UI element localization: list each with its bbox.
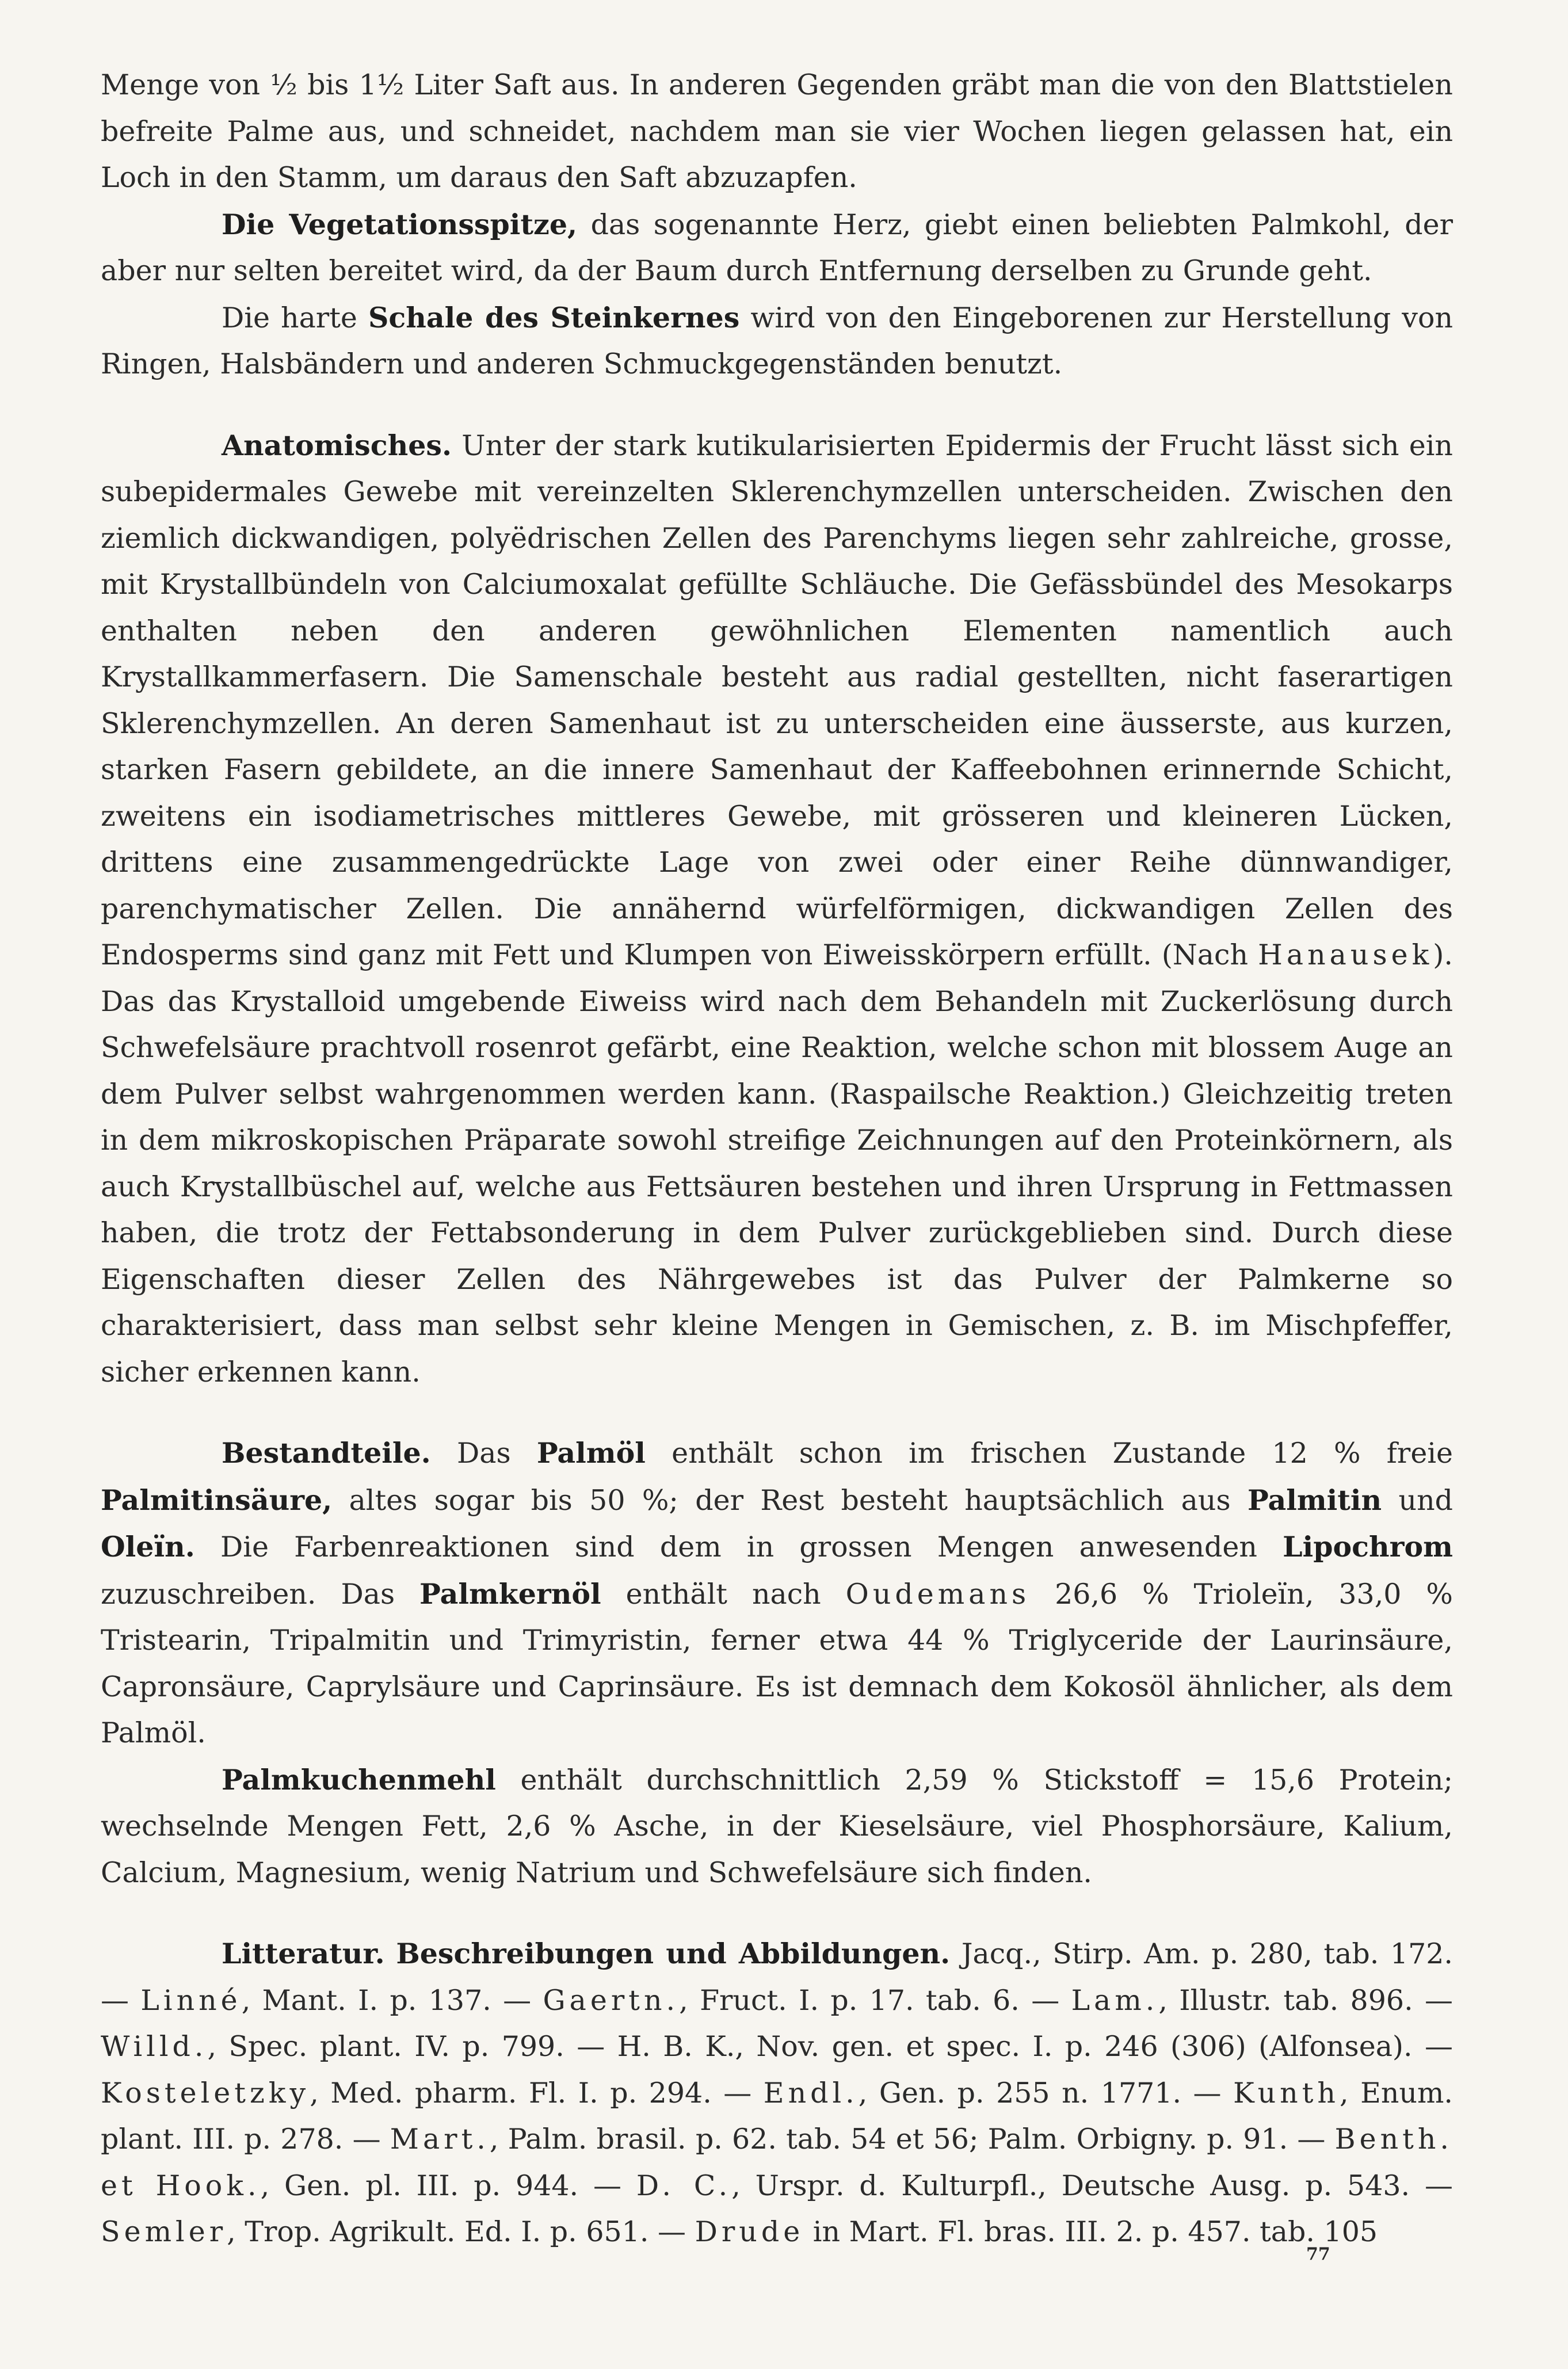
- author-name: Endl.: [763, 2076, 859, 2109]
- text: , Palm. brasil. p. 62. tab. 54 et 56; Palm. Orbigny. p. 91. —: [489, 2123, 1335, 2156]
- text: und: [1382, 1483, 1453, 1517]
- author-name: Lam.: [1071, 1983, 1159, 2017]
- bold-term: Palmkernöl: [419, 1577, 601, 1611]
- text: Menge von ½ bis 1½ Liter Saft aus. In anderen Gegenden gräbt man die von den Blattstielen befreite Palme aus, und schneidet, nachdem man sie vier Wochen liegen gelassen hat, ein Loch in den Stamm, um daraus den Saft abzuzapfen.: [101, 68, 1453, 194]
- section-heading: Litteratur.: [222, 1937, 385, 1970]
- author-name: Oudemans: [845, 1577, 1031, 1611]
- section-litteratur: [101, 1931, 1453, 2256]
- text: wird von den Eingeborenen zur Herstellung von Ringen, Halsbändern und anderen Schmuckgegenständen benutzt.: [101, 301, 1453, 380]
- bold-term: Oleïn.: [101, 1530, 195, 1563]
- author-name: D. C.: [636, 2169, 732, 2202]
- bold-term: Die Vegetationsspitze,: [222, 207, 578, 241]
- section-heading: Bestandteile.: [222, 1436, 431, 1470]
- text: zuzuschreiben. Das: [101, 1577, 420, 1611]
- author-name: Kunth: [1233, 2076, 1340, 2109]
- author-name: Kosteletzky: [101, 2076, 310, 2109]
- author-name: Hanausek: [1258, 939, 1433, 971]
- section-bestandteile: [101, 1430, 1453, 1757]
- text: altes sogar bis 50 %; der Rest besteht hauptsächlich aus: [332, 1483, 1247, 1517]
- text: Das: [430, 1437, 537, 1470]
- paragraph-palmkuchenmehl: [101, 1757, 1453, 1897]
- paragraph-palm-sap: [101, 62, 1453, 201]
- section-anatomisches: [101, 422, 1453, 1396]
- text: , Mant. I. p. 137. —: [241, 1983, 543, 2017]
- text: 26,6 % Trioleïn, 33,0 % Tristearin, Tripalmitin und Trimyristin, ferner etwa 44 % Triglyceride der Laurinsäure, Capronsäure, Caprylsäure und Caprinsäure. Es ist demnach dem Kokosöl ähnlicher, als dem Palmöl.: [101, 1577, 1453, 1749]
- text: das sogenannte Herz, giebt einen beliebten Palmkohl, der aber nur selten bereitet wird, da der Baum durch Entfernung derselben zu Grunde geht.: [101, 208, 1453, 287]
- text: , Urspr. d. Kulturpfl., Deutsche Ausg. p. 543. —: [731, 2169, 1453, 2202]
- bold-term: Palmitinsäure,: [101, 1483, 333, 1517]
- text: enthält schon im frischen Zustande 12 % freie: [645, 1437, 1453, 1470]
- section-heading: Anatomisches.: [222, 428, 452, 462]
- paragraph-steinkern: [101, 295, 1453, 388]
- text: , Illustr. tab. 896. —: [1158, 1983, 1453, 2017]
- text: , Fruct. I. p. 17. tab. 6. —: [679, 1983, 1071, 2017]
- text: enthält nach: [601, 1577, 846, 1611]
- text: in Mart. Fl. bras. III. 2. p. 457. tab. 105: [804, 2215, 1378, 2248]
- text: , Gen. pl. III. p. 944. —: [260, 2169, 636, 2202]
- bold-term: Palmkuchenmehl: [222, 1763, 496, 1796]
- bold-term: Schale des Steinkernes: [368, 300, 740, 334]
- text: Die Farbenreaktionen sind dem in grossen Mengen anwesenden: [194, 1531, 1283, 1563]
- text: , Med. pharm. Fl. I. p. 294. —: [310, 2076, 764, 2109]
- author-name: Benth. et Hook.: [101, 2123, 1453, 2202]
- text: , Trop. Agrikult. Ed. I. p. 651. —: [227, 2215, 695, 2248]
- page-number: 77: [1306, 2244, 1330, 2264]
- text: Die harte: [222, 301, 368, 334]
- subheading: Beschreibungen und Abbildungen.: [396, 1937, 951, 1970]
- author-name: Mart.: [390, 2123, 490, 2156]
- bold-term: Palmöl: [536, 1436, 646, 1470]
- paragraph-vegetationsspitze: [101, 201, 1453, 295]
- text: , Spec. plant. IV. p. 799. — H. B. K., Nov. gen. et spec. I. p. 246 (306) (Alfonsea). —: [207, 2030, 1453, 2063]
- author-name: Linné: [140, 1983, 242, 2017]
- text: enthält durchschnittlich 2,59 % Stickstoff = 15,6 Protein; wechselnde Mengen Fett, 2,6 % Asche, in der Kieselsäure, viel Phosphorsäure, Kalium, Calcium, Magnesium, wenig Natrium und Schwefelsäure sich finden.: [101, 1763, 1453, 1889]
- text: , Gen. p. 255 n. 1771. —: [858, 2076, 1234, 2109]
- text: , Enum. plant. III. p. 278. —: [101, 2076, 1453, 2156]
- author-name: Willd.: [101, 2030, 208, 2063]
- author-name: Semler: [101, 2215, 227, 2248]
- text: Unter der stark kutikularisierten Epidermis der Frucht lässt sich ein subepidermales Gewebe mit vereinzelten Sklerenchymzellen unterscheiden. Zwischen den ziemlich dickwandigen, polyëdrischen Zellen des Parenchyms liegen sehr zahlreiche, grosse, mit Krystallbündeln von Calciumoxalat gefüllte Schläuche. Die Gefässbündel des Mesokarps enthalten neben den anderen gewöhnlichen Elementen namentlich auch Krystallkammerfasern. Die Samenschale besteht aus radial gestellten, nicht faserartigen Sklerenchymzellen. An deren Samenhaut ist zu unterscheiden eine äusserste, aus kurzen, starken Fasern gebildete, an die innere Samenhaut der Kaffeebohnen erinnernde Schicht, zweitens ein isodiametrisches mittleres Gewebe, mit grösseren und kleineren Lücken, drittens eine zusammengedrückte Lage von zwei oder einer Reihe dünnwandiger, parenchymatischer Zellen. Die annähernd würfelförmigen, dickwandigen Zellen des Endosperms sind ganz mit Fett und Klumpen von Eiweisskörpern erfüllt. (Nach: [101, 429, 1453, 971]
- bold-term: Palmitin: [1247, 1483, 1382, 1517]
- text: ). Das das Krystalloid umgebende Eiweiss wird nach dem Behandeln mit Zuckerlösung durch Schwefelsäure prachtvoll rosenrot gefärbt, eine Reaktion, welche schon mit blossem Auge an dem Pulver selbst wahrgenommen werden kann. (Raspailsche Reaktion.) Gleichzeitig treten in dem mikroskopischen Präparate sowohl streifige Zeichnungen auf den Proteinkörnern, als auch Krystallbüschel auf, welche aus Fettsäuren bestehen und ihren Ursprung in Fettmassen haben, die trotz der Fettabsonderung in dem Pulver zurückgeblieben sind. Durch diese Eigenschaften dieser Zellen des Nährgewebes ist das Pulver der Palmkerne so charakterisiert, dass man selbst sehr kleine Mengen in Gemischen, z. B. im Mischpfeffer, sicher erkennen kann.: [101, 939, 1453, 1388]
- author-name: Gaertn.: [543, 1983, 680, 2017]
- bold-term: Lipochrom: [1283, 1530, 1453, 1563]
- text: Jacq., Stirp. Am. p. 280, tab. 172. —: [101, 1937, 1453, 2017]
- author-name: Drude: [695, 2215, 804, 2248]
